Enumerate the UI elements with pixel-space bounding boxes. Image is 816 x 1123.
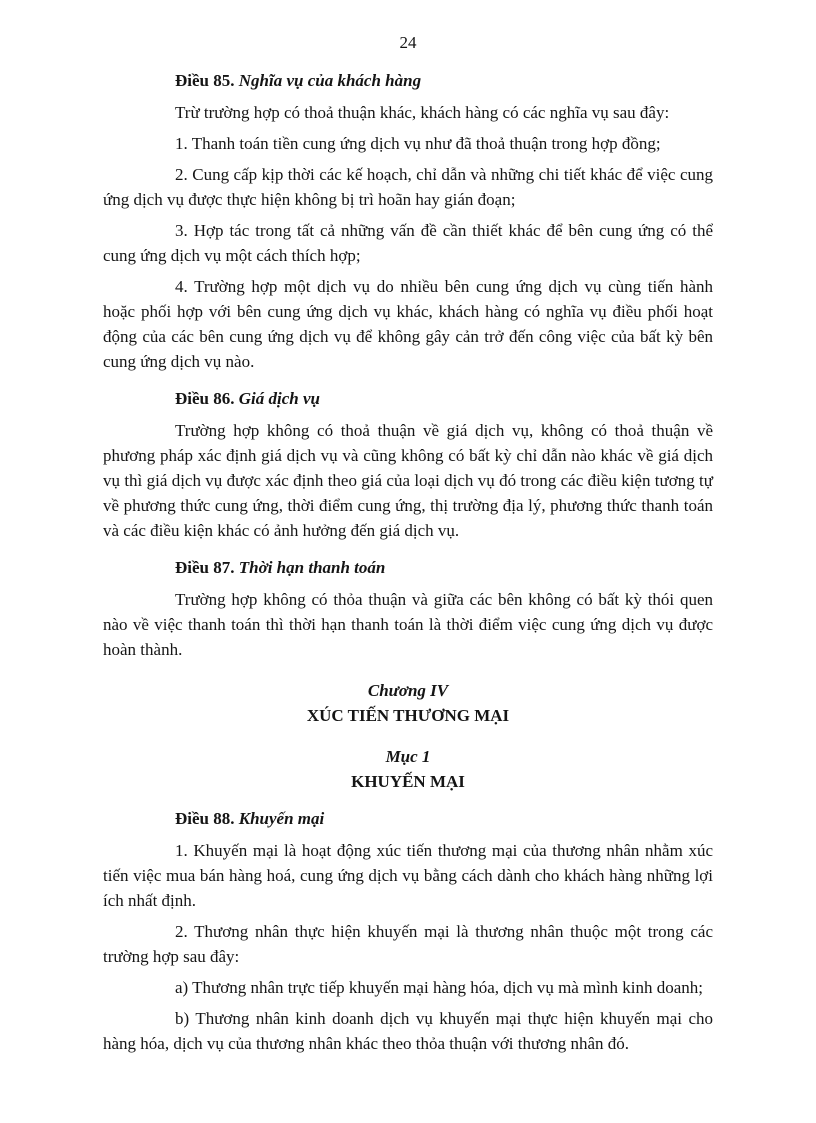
paragraph: 1. Khuyến mại là hoạt động xúc tiến thương mại của thương nhân nhằm xúc tiến việc mua bán hàng hoá, cung ứng dịch vụ bằng cách dành cho khách hàng những lợi ích nhất định. xyxy=(103,841,713,910)
article-heading xyxy=(103,386,713,411)
page-number: 24 xyxy=(399,33,417,52)
paragraph: 2. Thương nhân thực hiện khuyến mại là thương nhân thuộc một trong các trường hợp sau đây: xyxy=(103,922,713,966)
paragraph: b) Thương nhân kinh doanh dịch vụ khuyến mại thực hiện khuyến mại cho hàng hóa, dịch vụ của thương nhân khác theo thỏa thuận với thương nhân đó. xyxy=(103,1009,713,1053)
section-title: KHUYẾN MẠI xyxy=(351,772,465,791)
article-heading xyxy=(103,806,713,831)
paragraph: 1. Thanh toán tiền cung ứng dịch vụ như đã thoả thuận trong hợp đồng; xyxy=(175,134,661,153)
article-title: Khuyến mại xyxy=(238,809,325,828)
article-title: Giá dịch vụ xyxy=(238,389,320,408)
article-number: Điều 86. xyxy=(175,389,235,408)
article-number: Điều 85. xyxy=(175,71,235,90)
article-title: Nghĩa vụ của khách hàng xyxy=(238,71,422,90)
chapter-title: XÚC TIẾN THƯƠNG MẠI xyxy=(306,706,510,725)
article-heading xyxy=(103,68,713,93)
article-number: Điều 87. xyxy=(175,558,235,577)
document-body xyxy=(103,68,713,1056)
paragraph: a) Thương nhân trực tiếp khuyến mại hàng hóa, dịch vụ mà mình kinh doanh; xyxy=(175,978,704,997)
article-title: Thời hạn thanh toán xyxy=(238,558,386,577)
article-heading xyxy=(103,555,713,580)
article-number: Điều 88. xyxy=(175,809,235,828)
section-label: Mục 1 xyxy=(385,747,431,766)
paragraph: Trường hợp không có thỏa thuận và giữa các bên không có bất kỳ thói quen nào về việc thanh toán thì thời hạn thanh toán là thời điểm việc cung ứng dịch vụ được hoàn thành. xyxy=(103,590,713,659)
paragraph: 2. Cung cấp kịp thời các kế hoạch, chỉ dẫn và những chi tiết khác để việc cung ứng dịch vụ được thực hiện không bị trì hoãn hay gián đoạn; xyxy=(103,165,713,209)
chapter-label: Chương IV xyxy=(367,681,449,700)
paragraph: Trường hợp không có thoả thuận về giá dịch vụ, không có thoả thuận về phương pháp xác định giá dịch vụ và cũng không có bất kỳ chỉ dẫn nào khác về giá dịch vụ thì giá dịch vụ được xác định theo giá của loại dịch vụ đó trong các điều kiện tương tự về phương thức cung ứng, thời điểm cung ứng, thị trường địa lý, phương thức thanh toán và các điều kiện khác có ảnh hưởng đến giá dịch vụ. xyxy=(103,421,713,540)
paragraph: 4. Trường hợp một dịch vụ do nhiều bên cung ứng dịch vụ cùng tiến hành hoặc phối hợp với bên cung ứng dịch vụ khác, khách hàng có nghĩa vụ điều phối hoạt động của các bên cung ứng dịch vụ để không gây cản trở đến công việc của bất kỳ bên cung ứng dịch vụ nào. xyxy=(103,277,713,371)
paragraph: 3. Hợp tác trong tất cả những vấn đề cần thiết khác để bên cung ứng có thể cung ứng dịch vụ một cách thích hợp; xyxy=(103,221,713,265)
paragraph: Trừ trường hợp có thoả thuận khác, khách hàng có các nghĩa vụ sau đây: xyxy=(175,103,670,122)
